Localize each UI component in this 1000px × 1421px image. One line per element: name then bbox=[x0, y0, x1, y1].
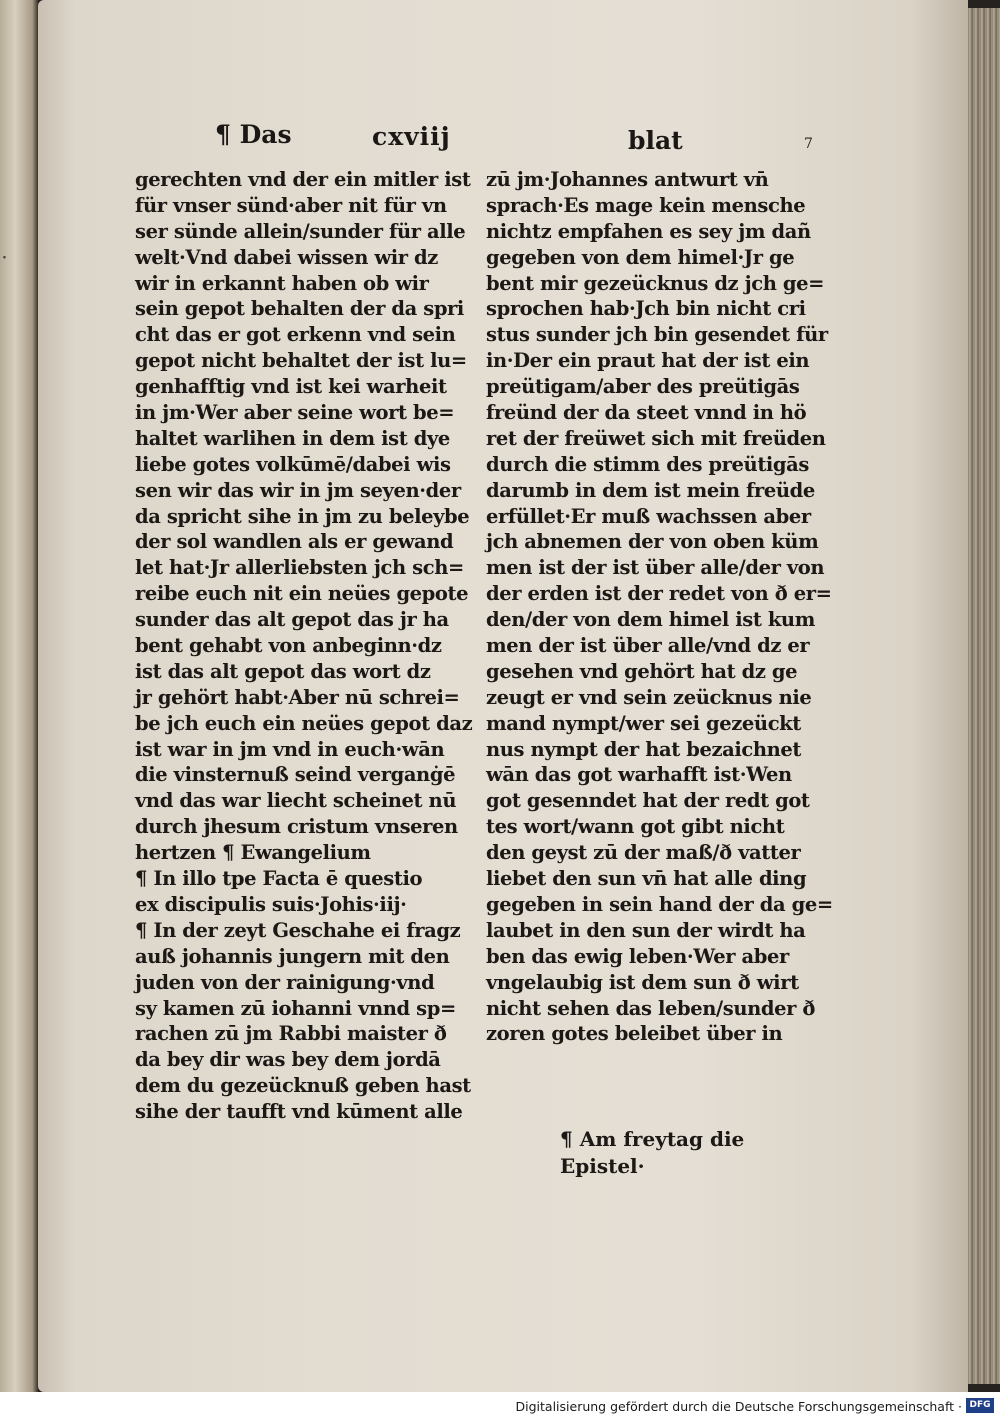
page-edges bbox=[968, 8, 1000, 1384]
folio-number: cxviij bbox=[372, 122, 451, 151]
text-line: sihe der taufft vnd kūment alle bbox=[135, 1100, 463, 1124]
text-line: ist war in jm vnd in euch·wān bbox=[135, 737, 445, 761]
text-line: den/der von dem himel ist kum bbox=[486, 608, 815, 632]
text-line: preütigam/aber des preütigās bbox=[486, 375, 800, 399]
text-line: gepot nicht behaltet der ist lu= bbox=[135, 349, 467, 373]
text-line: liebet den sun vn̄ hat alle ding bbox=[486, 867, 807, 891]
text-line: juden von der rainigung·vnd bbox=[135, 970, 435, 994]
text-line: tes wort/wann got gibt nicht bbox=[486, 815, 785, 839]
dfg-logo: DFG bbox=[966, 1398, 994, 1413]
left-text-column bbox=[135, 167, 473, 1125]
text-line: gesehen vnd gehört hat dz ge bbox=[486, 659, 798, 683]
text-line: gegeben von dem himel·Jr ge bbox=[486, 245, 795, 269]
text-line: ¶ In illo tpe Facta ē questio bbox=[135, 867, 423, 891]
running-head-right: blat bbox=[628, 126, 683, 155]
text-line: nicht sehen das leben/sunder ð bbox=[486, 996, 816, 1020]
funding-credit: Digitalisierung gefördert durch die Deutsche Forschungsgemeinschaft · bbox=[515, 1399, 962, 1414]
text-line: für vnser sünd·aber nit für vn bbox=[135, 193, 447, 217]
text-line: bent gehabt von anbeginn·dz bbox=[135, 634, 442, 658]
text-line: liebe gotes volkūmē/dabei wis bbox=[135, 452, 451, 476]
text-line: sen wir das wir in jm seyen·der bbox=[135, 478, 461, 502]
heading-line: Epistel· bbox=[560, 1154, 645, 1178]
text-line: sunder das alt gepot das jr ha bbox=[135, 608, 449, 632]
right-text-column bbox=[486, 167, 833, 1047]
text-line: stus sunder jch bin gesendet für bbox=[486, 323, 828, 347]
text-line: nichtz empfahen es sey jm dañ bbox=[486, 219, 811, 243]
text-line: zeugt er vnd sein zeücknus nie bbox=[486, 685, 812, 709]
text-line: ben das ewig leben·Wer aber bbox=[486, 944, 789, 968]
text-line: durch die stimm des preütigās bbox=[486, 452, 809, 476]
text-line: men ist der ist über alle/der von bbox=[486, 556, 825, 580]
text-line: bent mir gezeücknus dz jch ge= bbox=[486, 271, 825, 295]
previous-page-edge: · bbox=[0, 0, 38, 1392]
text-line: got gesenndet hat der redt got bbox=[486, 789, 810, 813]
text-line: zū jm·Johannes antwurt vn̄ bbox=[486, 168, 769, 191]
text-line: die vinsternuß seind verganġē bbox=[135, 763, 456, 787]
text-line: ser sünde allein/sunder für alle bbox=[135, 219, 466, 243]
text-line: ex discipulis suis·Johis·iij· bbox=[135, 892, 407, 916]
text-line: sy kamen zū iohanni vnnd sp= bbox=[135, 996, 456, 1020]
footer-bar bbox=[0, 1392, 1000, 1421]
text-line: reibe euch nit ein neües gepote bbox=[135, 582, 469, 606]
text-line: rachen zū jm Rabbi maister ð bbox=[135, 1022, 447, 1046]
text-line: gegeben in sein hand der da ge= bbox=[486, 892, 833, 916]
text-line: freünd der da steet vnnd in hö bbox=[486, 401, 807, 425]
text-line: welt·Vnd dabei wissen wir dz bbox=[135, 245, 438, 269]
text-line: vngelaubig ist dem sun ð wirt bbox=[486, 970, 799, 994]
text-line: genhafftig vnd ist kei warheit bbox=[135, 375, 447, 399]
text-line: der erden ist der redet von ð er= bbox=[486, 582, 832, 606]
text-line: mand nympt/wer sei gezeückt bbox=[486, 711, 801, 735]
text-line: be jch euch ein neües gepot daz bbox=[135, 711, 473, 735]
text-line: gerechten vnd der ein mitler ist bbox=[135, 168, 471, 191]
text-line: darumb in dem ist mein freüde bbox=[486, 478, 815, 502]
text-line: in jm·Wer aber seine wort be= bbox=[135, 401, 455, 425]
text-line: da bey dir was bey dem jordā bbox=[135, 1048, 441, 1072]
text-line: da spricht sihe in jm zu beleybe bbox=[135, 504, 470, 528]
text-line: wir in erkannt haben ob wir bbox=[135, 271, 429, 295]
text-line: sein gepot behalten der da spri bbox=[135, 297, 464, 321]
text-line: nus nympt der hat bezaichnet bbox=[486, 737, 802, 761]
text-line: laubet in den sun der wirdt ha bbox=[486, 918, 806, 942]
text-line: durch jhesum cristum vnseren bbox=[135, 815, 458, 839]
text-line: zoren gotes beleibet über in bbox=[486, 1022, 783, 1046]
text-line: ist das alt gepot das wort dz bbox=[135, 659, 431, 683]
text-line: sprochen hab·Jch bin nicht cri bbox=[486, 297, 806, 321]
text-line: sprach·Es mage kein mensche bbox=[486, 193, 806, 217]
text-line: der sol wandlen als er gewand bbox=[135, 530, 454, 554]
text-line: auß johannis jungern mit den bbox=[135, 944, 450, 968]
text-line: jch abnemen der von oben küm bbox=[486, 530, 819, 554]
text-line: men der ist über alle/vnd dz er bbox=[486, 634, 810, 658]
text-line: ¶ In der zeyt Geschahe ei fragz bbox=[135, 918, 461, 942]
text-line: dem du gezeücknuß geben hast bbox=[135, 1074, 471, 1098]
closing-heading bbox=[560, 1126, 744, 1180]
text-line: jr gehört habt·Aber nū schrei= bbox=[135, 685, 460, 709]
page-mark: 7 bbox=[804, 136, 813, 152]
text-line: let hat·Jr allerliebsten jch sch= bbox=[135, 556, 464, 580]
text-line: cht das er got erkenn vnd sein bbox=[135, 323, 456, 347]
running-head-left: ¶ Das bbox=[215, 120, 292, 149]
text-line: vnd das war liecht scheinet nū bbox=[135, 789, 457, 813]
text-line: erfüllet·Er muß wachssen aber bbox=[486, 504, 811, 528]
text-line: ret der freüwet sich mit freüden bbox=[486, 426, 826, 450]
text-line: in·Der ein praut hat der ist ein bbox=[486, 349, 810, 373]
text-line: den geyst zū der maß/ð vatter bbox=[486, 841, 801, 865]
heading-line: ¶ Am freytag die bbox=[560, 1127, 745, 1151]
text-line: haltet warlihen in dem ist dye bbox=[135, 426, 450, 450]
text-line: wān das got warhafft ist·Wen bbox=[486, 763, 792, 787]
text-line: hertzen ¶ Ewangelium bbox=[135, 841, 371, 865]
